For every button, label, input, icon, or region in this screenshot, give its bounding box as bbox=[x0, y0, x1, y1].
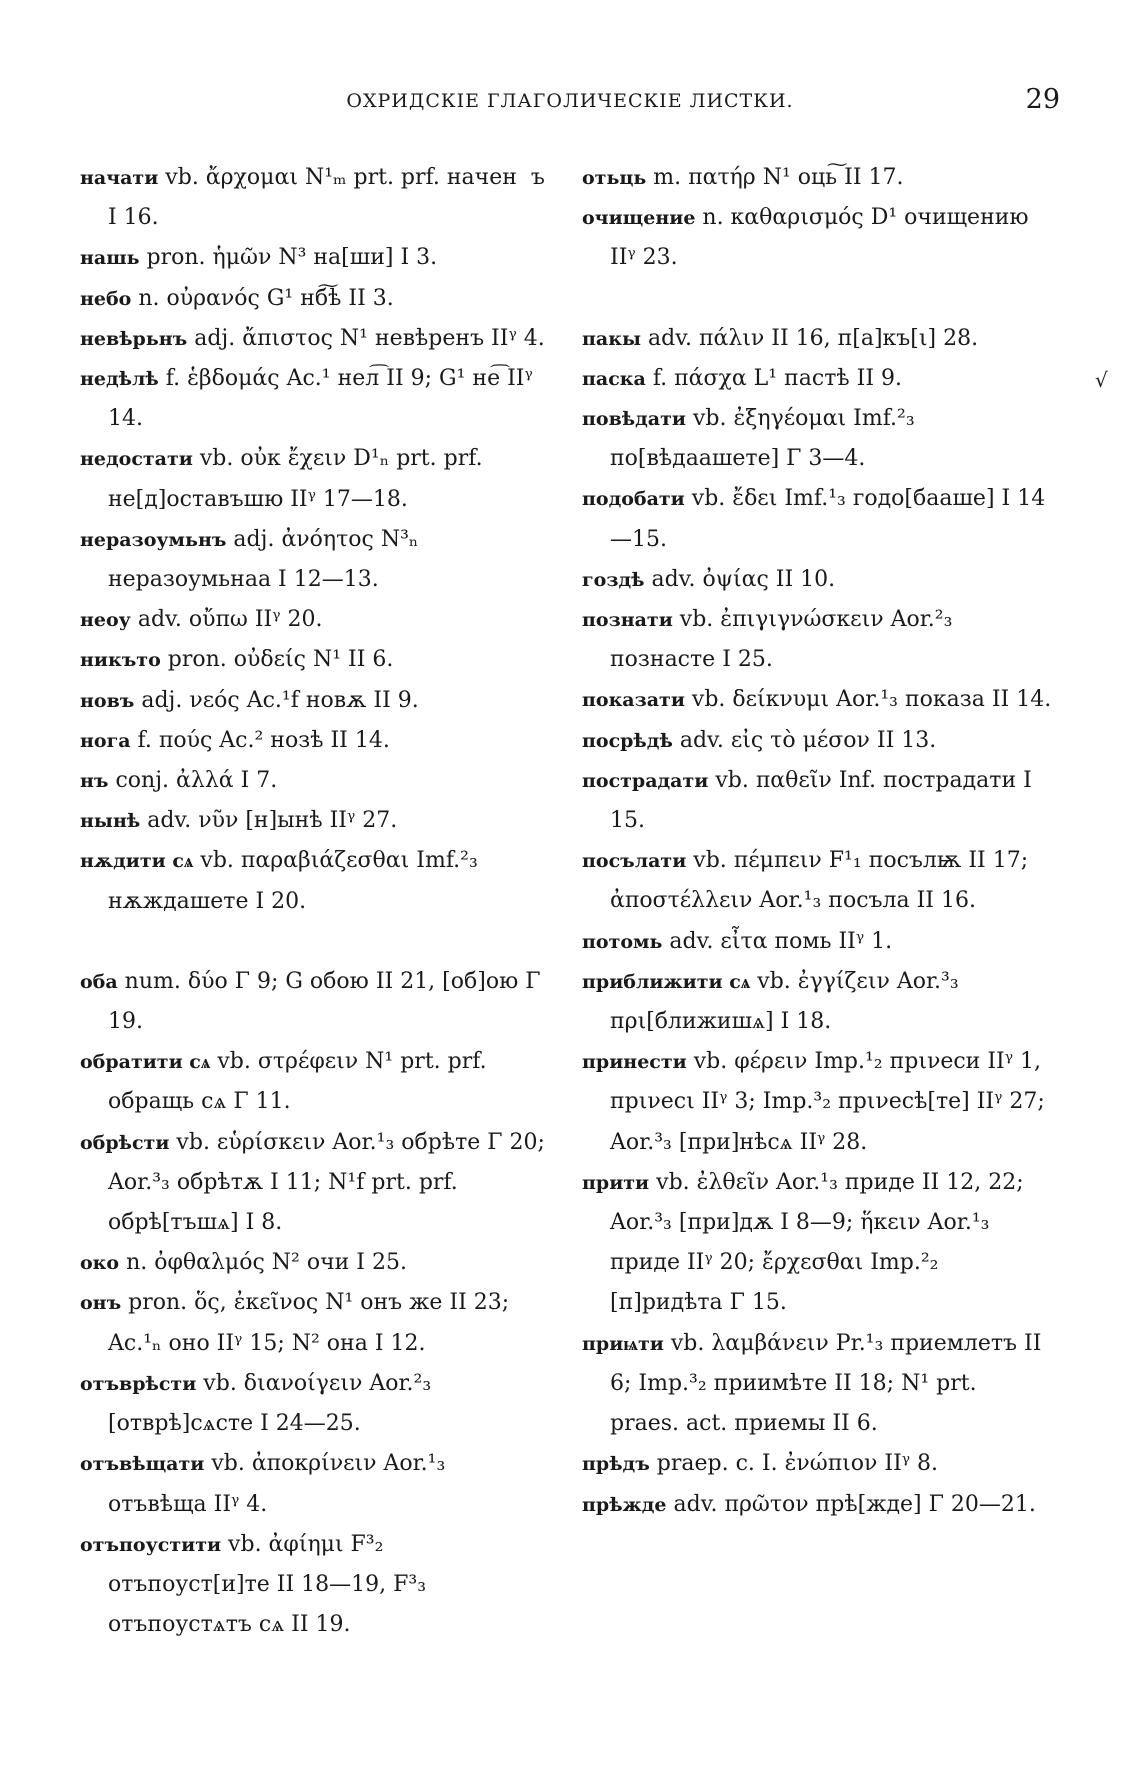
dictionary-entry bbox=[80, 600, 550, 640]
dictionary-entry bbox=[582, 158, 1052, 198]
section-gap bbox=[582, 279, 1052, 319]
dictionary-entry bbox=[80, 1444, 550, 1524]
headword: прѣдъ bbox=[582, 1453, 650, 1476]
headword: обратити сѧ bbox=[80, 1051, 211, 1074]
headword: посълати bbox=[582, 850, 687, 873]
entry-body: vb. ἀφίημι F³₂ отъпоуст[и]те II 18—19, F³₃ отъпоустѧтъ сѧ II 19. bbox=[108, 1531, 427, 1638]
headword: небо bbox=[80, 287, 132, 310]
entry-body: vb. ἐξηγέομαι Imf.²₃ по[вѣдаашете] Γ 3—4. bbox=[610, 406, 915, 472]
headword: показати bbox=[582, 689, 685, 712]
headword: начати bbox=[80, 167, 159, 189]
headword: отъпоустити bbox=[80, 1533, 222, 1556]
headword: нѫдити сѧ bbox=[80, 850, 194, 873]
entry-body: vb. πέμπειν F¹₁ посълѭ II 17; ἀποστέλλειν Aor.¹₃ посъла II 16. bbox=[610, 848, 1029, 914]
dictionary-entry bbox=[582, 1444, 1052, 1484]
dictionary-entry bbox=[80, 319, 550, 359]
dictionary-entry bbox=[582, 1324, 1052, 1445]
headword: посрѣдѣ bbox=[582, 729, 673, 752]
entry-body: vb. ἀποκρίνειν Aor.¹₃ отъвѣща IIᵞ 4. bbox=[108, 1451, 446, 1517]
dictionary-entry bbox=[582, 198, 1052, 278]
dictionary-entry bbox=[80, 1364, 550, 1444]
headword: пакы bbox=[582, 327, 641, 350]
dictionary-entry bbox=[582, 359, 1052, 399]
entry-body: pron. ὅς, ἐκεῖνος N¹ онъ же II 23; Ac.¹ₙ оно IIᵞ 15; N² она I 12. bbox=[108, 1290, 510, 1356]
headword: нынѣ bbox=[80, 810, 141, 833]
headword: приближити сѧ bbox=[582, 970, 751, 993]
dictionary-entry bbox=[80, 359, 550, 439]
entry-body: vb. παθεῖν Inf. пострадати I 15. bbox=[610, 767, 1032, 834]
headword: прѣжде bbox=[582, 1493, 667, 1516]
entry-body: adv. εἶτα помь IIᵞ 1. bbox=[662, 928, 893, 954]
right-column bbox=[582, 158, 1052, 1525]
dictionary-entry bbox=[80, 962, 550, 1042]
dictionary-entry bbox=[582, 560, 1052, 600]
headword: подобати bbox=[582, 488, 685, 511]
entry-body: adj. ἀνόητος N³ₙ неразоумьнаа I 12—13. bbox=[108, 526, 419, 593]
dictionary-entry bbox=[80, 841, 550, 921]
headword: очищение bbox=[582, 207, 696, 230]
dictionary-entry bbox=[80, 279, 550, 319]
dictionary-entry bbox=[582, 1163, 1052, 1324]
headword: отъврѣсти bbox=[80, 1372, 197, 1395]
entry-body: f. πάσχα L¹ пастѣ II 9. bbox=[645, 365, 902, 391]
dictionary-entry bbox=[80, 801, 550, 841]
entry-body: adv. οὔπω IIᵞ 20. bbox=[130, 607, 323, 633]
headword: недѣлѣ bbox=[80, 368, 159, 391]
running-title: ОХРИДСКІЕ ГЛАГОЛИЧЕСКІЕ ЛИСТКИ. bbox=[346, 90, 794, 112]
headword: недостати bbox=[80, 448, 193, 471]
headword: отьць bbox=[582, 167, 647, 189]
headword: нога bbox=[80, 729, 131, 752]
headword: приѩти bbox=[582, 1332, 664, 1355]
headword: никъто bbox=[80, 649, 161, 672]
section-gap bbox=[80, 922, 550, 962]
entry-body: vb. οὐκ ἔχειν D¹ₙ prt. prf. не[д]оставъшю IIᵞ 17—18. bbox=[108, 446, 483, 512]
dictionary-entry bbox=[582, 841, 1052, 921]
entry-body: vb. στρέφειν N¹ prt. prf. обращь сѧ Γ 11. bbox=[108, 1049, 487, 1115]
entry-body: vb. φέρειν Imp.¹₂ прινеси IIᵞ 1, прινесι IIᵞ 3; Imp.³₂ прινесѣ[те] IIᵞ 27; Aor.³₃ [при]нѣсѧ IIᵞ 28. bbox=[610, 1049, 1045, 1155]
dictionary-entry bbox=[582, 680, 1052, 720]
dictionary-entry bbox=[80, 1283, 550, 1363]
dictionary-entry bbox=[582, 319, 1052, 359]
dictionary-entry bbox=[80, 640, 550, 680]
headword: потомь bbox=[582, 930, 663, 953]
entry-body: vb. λαμβάνειν Pr.¹₃ приемлетъ II 6; Imp.³₂ приимѣте II 18; N¹ prt. praes. act. приемы II 6. bbox=[610, 1330, 1042, 1437]
entry-body: adj. ἄπιστος N¹ невѣренъ IIᵞ 4. bbox=[187, 325, 545, 351]
headword: принести bbox=[582, 1051, 687, 1074]
dictionary-entry bbox=[582, 399, 1052, 479]
dictionary-entry bbox=[80, 520, 550, 600]
margin-mark: √ bbox=[1095, 368, 1108, 392]
entry-body: n. ὀφθαλμός N² очи I 25. bbox=[119, 1250, 407, 1276]
entry-body: adj. νεός Ac.¹f новѫ II 9. bbox=[134, 687, 419, 713]
entry-body: adv. πάλιν II 16, п[а]къ[ι] 28. bbox=[641, 325, 979, 351]
entry-body: pron. ἡμῶν N³ на[ши] I 3. bbox=[139, 245, 438, 271]
entry-body: vb. ἐλθεῖν Aor.¹₃ приде II 12, 22; Aor.³₃ [при]дѫ I 8—9; ἥκειν Aor.¹₃ приде IIᵞ 20; ἔρχεσθαι Imp.²₂ [п]ридѣта Γ 15. bbox=[610, 1169, 1024, 1316]
headword: невѣрьнъ bbox=[80, 327, 188, 350]
dictionary-entry bbox=[80, 1525, 550, 1646]
headword: гоздѣ bbox=[582, 568, 645, 591]
headword: отъвѣщати bbox=[80, 1453, 205, 1476]
headword: обрѣсти bbox=[80, 1131, 170, 1154]
entry-body: adv. εἰς τὸ μέσον II 13. bbox=[672, 727, 937, 753]
left-column bbox=[80, 158, 550, 1645]
entry-body: vb. δείκνυμι Aor.¹₃ показа II 14. bbox=[684, 687, 1052, 713]
dictionary-entry bbox=[582, 479, 1052, 559]
dictionary-entry bbox=[582, 922, 1052, 962]
entry-body: f. πούς Ac.² нозѣ II 14. bbox=[130, 727, 390, 753]
entry-body: m. πατήρ N¹ оць͠ II 17. bbox=[646, 165, 904, 190]
headword: прити bbox=[582, 1171, 650, 1194]
dictionary-entry bbox=[582, 962, 1052, 1042]
headword: неоу bbox=[80, 609, 131, 632]
entry-body: pron. οὐδείς N¹ II 6. bbox=[160, 647, 394, 673]
entry-body: vb. ἐπιγιγνώσκειν Aor.²₃ познасте I 25. bbox=[610, 607, 953, 673]
entry-body: vb. ἄρχομαι N¹ₘ prt. prf. начен ъ I 16. bbox=[108, 165, 545, 231]
page-number: 29 bbox=[1025, 84, 1060, 115]
headword: око bbox=[80, 1252, 120, 1275]
dictionary-entry bbox=[582, 600, 1052, 680]
headword: пострадати bbox=[582, 769, 709, 792]
headword: повѣдати bbox=[582, 408, 686, 431]
dictionary-entry bbox=[80, 1243, 550, 1283]
dictionary-entry bbox=[80, 1123, 550, 1244]
entry-body: n. καθαρισμός D¹ очищению IIᵞ 23. bbox=[610, 205, 1029, 271]
entry-body: adv. ὀψίας II 10. bbox=[644, 566, 836, 592]
headword: паска bbox=[582, 367, 646, 390]
entry-body: n. οὐρανός G¹ нб͠ѣ II 3. bbox=[131, 285, 394, 311]
entry-body: adv. νῦν [н]ынѣ IIᵞ 27. bbox=[140, 808, 398, 834]
headword: новъ bbox=[80, 689, 135, 712]
headword: онъ bbox=[80, 1292, 122, 1315]
entry-body: adv. πρῶτον прѣ[жде] Γ 20—21. bbox=[666, 1491, 1036, 1517]
dictionary-entry bbox=[80, 439, 550, 519]
entry-body: vb. ἔδει Imf.¹₃ годо[бааше] I 14—15. bbox=[610, 486, 1046, 552]
entry-body: praep. c. I. ἐνώπιον IIᵞ 8. bbox=[649, 1451, 939, 1477]
entry-body: vb. ἐγγίζειν Aor.³₃ пρι[ближишѧ] I 18. bbox=[610, 968, 959, 1035]
headword: неразоумьнъ bbox=[80, 528, 227, 551]
entry-body: f. ἑβδομάς Ac.¹ нел͡ II 9; G¹ не͡ IIᵞ 14. bbox=[108, 366, 533, 432]
dictionary-entry bbox=[582, 1042, 1052, 1163]
entry-body: vb. εὑρίσκειν Aor.¹₃ обрѣте Γ 20; Aor.³₃ обрѣтѫ I 11; N¹f prt. prf. обрѣ[тъшѧ] I 8. bbox=[108, 1129, 545, 1236]
dictionary-entry bbox=[80, 1042, 550, 1122]
headword: познати bbox=[582, 609, 673, 632]
dictionary-entry bbox=[80, 761, 550, 801]
dictionary-entry bbox=[80, 681, 550, 721]
entry-body: num. δύο Γ 9; G обою II 21, [об]ою Γ 19. bbox=[108, 968, 541, 1035]
dictionary-entry bbox=[80, 238, 550, 278]
dictionary-entry bbox=[80, 721, 550, 761]
page-header bbox=[80, 84, 1060, 124]
headword: нашь bbox=[80, 247, 140, 270]
dictionary-entry bbox=[582, 1485, 1052, 1525]
entry-body: vb. παραβιάζεσθαι Imf.²₃ нѫждашете I 20. bbox=[108, 848, 478, 914]
headword: нъ bbox=[80, 770, 109, 793]
entry-body: vb. διανοίγειν Aor.²₃ [отврѣ]сѧсте I 24—25. bbox=[108, 1370, 432, 1437]
dictionary-entry bbox=[582, 761, 1052, 841]
dictionary-entry bbox=[80, 158, 550, 238]
headword: оба bbox=[80, 970, 118, 993]
dictionary-entry bbox=[582, 721, 1052, 761]
entry-body: conj. ἀλλά I 7. bbox=[108, 768, 278, 794]
